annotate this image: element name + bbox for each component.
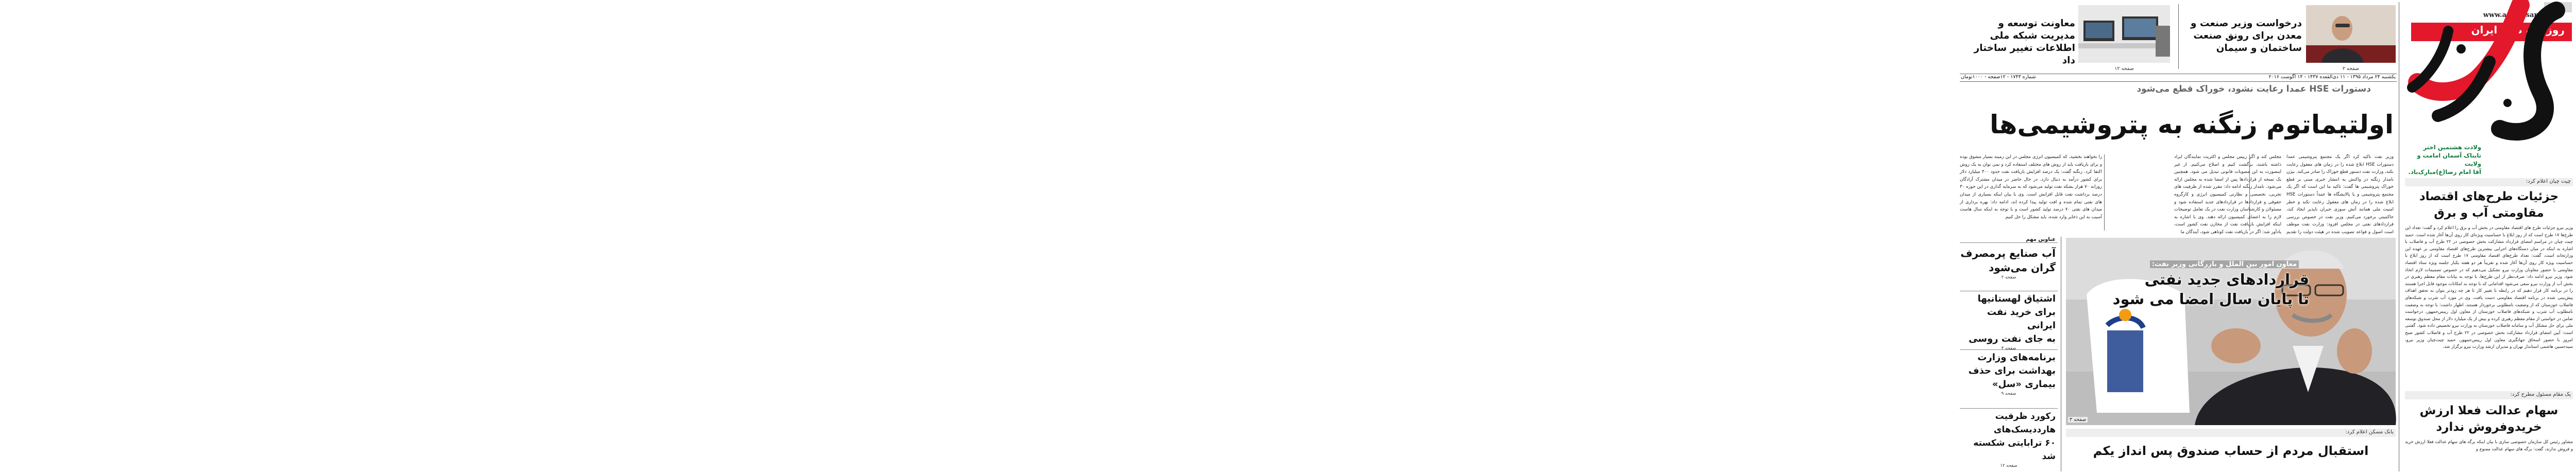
lead-kicker: دستورات HSE عمدا رعایت نشود، خوراک قطع می‌شود [2137, 84, 2371, 94]
teaser-1-title: درخواست وزیر صنعت و معدن برای رونق صنعت ساختمان و سیمان [2190, 18, 2302, 54]
site-url: www.asrerasaneh.ir [2483, 11, 2556, 19]
logo [2402, 0, 2576, 144]
sidebar-item-3[interactable] [1960, 351, 2058, 409]
col-divider-2 [2104, 154, 2105, 231]
teaser-2-photo [2078, 5, 2170, 63]
greeting [2404, 143, 2481, 176]
sidebar-item-2-title-1: اشتیاق لهستانیها [1977, 293, 2056, 304]
sidebar-item-3-title-1: برنامه‌های وزارت [1977, 352, 2056, 363]
teaser-1[interactable] [2180, 3, 2397, 73]
right-story-2[interactable] [2405, 391, 2573, 472]
sidebar-item-2-title-3: به جای نفت روسی [1969, 333, 2056, 344]
greeting-line-2: تابناک آسمان امامت و ولایت [2417, 152, 2481, 167]
sidebar-item-2-page: صفحه ۳ [2001, 346, 2016, 351]
sidebar-item-4-title-2: هارددیسک‌های [1993, 425, 2056, 435]
issue-info: شماره ۱۷۴۳ - ۱۲صفحه - ۱۰۰۰تومان [1961, 74, 2036, 80]
lead-column-1: وزیر نفت تاکید کرد اگر یک مجتمع پتروشیمی عمدا دستورات HSE ابلاغ شده را در زمان های معقول رعایت نکند، وزارت نفت دستور قطع خوراک را صادر می‌کند. بیژن نامدار زنگنه در واکنش به انتشار خبری مبنی بر قطع خوراک پتروشیمی ها گفت: تاکید ما این است که اگر یک مجتمع پتروشیمی و یا پالایشگاه ها عمداً دستورات HSE ابلاغ شده را در زمان های معقول رعایت نکند و خطر امنیت ملی همانند آتش سوزی جبران ناپذیر ایجاد کند، حاکمیتی برخورد می‌کنیم. وزیر نفت در خصوص بررسی قراردادهای نفتی در مجلس افزود: وزارت نفت موظف است اصول و قواعد تصویب شده در هیئت دولت را تقدیم [2286, 154, 2394, 235]
date-strip-bottom [1960, 81, 2397, 82]
sidebar-item-4-page: صفحه ۱۲ [2000, 463, 2018, 468]
right-story-1-headline-1: جزئیات طرح‌های اقتصاد [2419, 190, 2559, 203]
greeting-line-1: ولادت هشتمین اختر [2423, 144, 2481, 151]
sidebar-item-1[interactable] [1960, 246, 2058, 291]
sidebar-item-1-page: صفحه ۲ [2001, 275, 2016, 280]
photo-story-headline-2: تا پایان سال امضا می شود [2112, 290, 2309, 308]
lead-column-2: مجلس کند و اگر رییس مجلس و اکثریت نمایندگان ایراد داشته باشند، برگشت کنیم و اصلاح می‌کنیم. از غیر اینصورت به این مصوبات قانونی تبدیل می شود، همچنین یک نسخه از قراردادها پس از امضا شده به مجلس ارائه می‌شود. نامدار زنگنه ادامه داد: مقرر شده از ظرفیت های تجربی، تخصصی و نظارتی کمیسیون انرژی و کارگروه حقوقی و قراردادها در قراردادهای جدید استفاده شود و مسئولان و کارشناسان وزارت نفت در یک تعامل توضیحات لازم را به اعضای کمیسیون ارائه دهند. وی با اشاره به اینکه افزایش بازیافت نفت از مخازن نفت کشور است، یادآور شد: اگر در بازیافت نفت کوتاهی شود، آیندگان ما [2174, 154, 2281, 235]
sidebar-item-1-title-2: گران می‌شود [1988, 261, 2056, 274]
photo-story[interactable] [2066, 238, 2396, 425]
right-story-2-headline-2: خریدوفروش ندارد [2436, 420, 2542, 434]
logo-graphic [2402, 0, 2576, 144]
right-story-2-body: مشاور رئیس کل سازمان خصوصی سازی با بیان اینکه برگه های سهام عدالت فعلا ارزش خرید و فروش ندارند، گفت: برگه های سهام عدالت ممنوع و [2405, 439, 2573, 451]
photo-story-kicker: معاون امور بین الملل و بازرگانی وزیر نفت: [2150, 260, 2299, 268]
sidebar-item-3-title-2: بهداشت برای حذف [1968, 365, 2056, 376]
sidebar-heading: عناوین مهم [1960, 237, 2058, 243]
sidebar-item-2[interactable] [1960, 292, 2058, 350]
teaser-1-page: صفحه ۲ [2342, 66, 2360, 72]
right-story-1-body: وزیر نیرو جزئیات طرح های اقتصاد مقاومتی در بخش آب و برق را اعلام کرد و گفت: تعداد این طرح‌ها ۱۷ طرح است که از روز ابلاغ با حساسیت ویژه‌ای کار روی آن‌ها آغاز شده است. حمید چیت چیان در مراسم امضای قرارداد مشارکت بخش خصوصی در ۲۲ طرح آب و فاضلاب با اشاره به اینکه در میان دستگاه‌های اجرایی بیشترین طرح‌های اقتصاد مقاومتی بر عهده این وزارتخانه است، گفت: تعداد طرح‌های اقتصاد مقاومتی ۱۷ طرح است که از روز ابلاغ با حساسیت ویژه کار روی آن‌ها آغاز شده و تقریباً هر دو هفته یکبار جلسه ویژه ستاد اقتصاد مقاومتی با حضور معاونان وزارت نیرو تشکیل می‌دهیم که در خصوص تصمیمات لازم اتخاذ شود. وزیر نیرو ادامه داد: صرف‌نظر از این طرح‌ها، با توجه به بیانات مقام معظم رهبری در بخش آب از وزارت نیرو سعی می‌شود اقداماتی که با توجه به امکانات موجود قابل اجرا هستند را در برنامه کار قرار دهیم که در رابطه با تغییر کار تا هر چه زودتر بتوان به تحقق اهداف پیش‌بینی شده در برنامه اقتصاد مقاومتی دست یافت. وی در مورد آب شرب و شبکه‌های فاضلاب خوزستان که از وضعیت نامطلوبی برخوردار هستند، اظهار داشت: با توجه به وضعیت نامطلوب آب شرب و شبکه‌های فاضلاب خوزستان از معاون اول رییس‌جمهور، درخواست ضامن در خواستی از مقام معظم رهبری کرده و بیش از یک میلیارد دلار از محل صندوق توسعه ملی برای حل مشکل آب و سامانه فاضلاب خوزستان به وزارت نیرو تخصیص داده شود. گفتنی است: آیین امضای قرارداد مشارکت بخش خصوصی در ۲۲ طرح آب و فاضلاب کشور صبح امروز با حضور اسحاق جهانگیری معاون اول رییس‌جمهور، حمید چیت‌چیان وزیر نیرو، سیدحسین هاشمی استاندار تهران و مدیران ارشد وزارت نیرو برگزار شد. [2405, 225, 2573, 349]
teaser-divider [2178, 4, 2179, 69]
photo-story-headline-1: قراردادهای جدید نفتی [2144, 271, 2309, 288]
sidebar-item-3-title-3: بیماری «سل» [1992, 379, 2056, 390]
teaser-1-photo [2306, 5, 2396, 63]
bank-kicker: بانک مسکن اعلام کرد: [2345, 429, 2394, 435]
right-story-2-kicker: یک مقام مسئول مطرح کرد: [2510, 392, 2571, 397]
sidebar-item-1-title-1: آب صنایع پرمصرف [1960, 247, 2056, 259]
corner-mark: جلدا [2544, 2, 2572, 12]
bank-headline: استقبال مردم از حساب صندوق پس انداز یکم [2093, 444, 2369, 458]
right-story-1-headline-2: مقاومتی آب و برق [2434, 206, 2544, 220]
sidebar-item-4[interactable] [1960, 410, 2058, 467]
issue-date: یکشنبه ۲۴ مرداد ۱۳۹۵ - ۱۱ ذی‌القعده ۱۴۳۷ - ۱۴ آگوست ۲۰۱۶ [2268, 74, 2396, 80]
sidebar-item-3-page: صفحه ۹ [2001, 391, 2016, 396]
right-story-2-headline-1: سهام عدالت فعلا ارزش [2419, 404, 2558, 417]
right-story-1[interactable] [2405, 178, 2573, 389]
sidebar-item-4-title-1: رکورد ظرفیت [1995, 411, 2056, 422]
sidebar [1960, 237, 2058, 472]
teaser-2-title: معاونت توسعه و مدیریت شبکه ملی اطلاعات تغییر ساختار داد [1974, 18, 2075, 66]
sidebar-item-2-title-2: برای خرید نفت ایرانی [1987, 307, 2056, 331]
masthead [2402, 0, 2576, 176]
greeting-line-3: آقا امام رضا(ع)مبارک‌باد. [2408, 168, 2481, 175]
tagline: روزنامه صبح ایران [2471, 24, 2565, 36]
teaser-2[interactable] [1960, 3, 2176, 73]
lead-headline: اولتیماتوم زنگنه به پتروشیمی‌ها [1989, 110, 2394, 139]
lead-column-3: را نخواهند بخشید، که کمیسیون انرژی مجلس در این زمینه بسیار مشوق بوده و برای بازیافت باید از روش های مختلف استفاده کرد و نمی توان به یک روش اکتفا کرد. زنگنه گفت: یک درصد افزایش بازیافت نفت حدود ۳۰۰ میلیارد دلار برای کشور درآمد به دنبال دارد. در حال حاضر در میدان مشترک آزادگان روزانه ۷۰ هزار بشکه نفت تولید می‌شود که به سرمایه گذاری در این حوزه ۳۰ درصد برداشت نفت قابل افزایش است. وی با بیان اینکه بسیاری از میدان های نفتی تمام شده و افت تولید پیدا کرده اند، ادامه داد: بهره برداری از میدان های نفتی ۷۰ درصد تولید کشور است و با توجه به اینکه سال هاست آسیب به این ذخایر وارد شده، باید مشکل را حل کنیم [1960, 154, 2102, 220]
right-story-1-kicker: چیت چیان اعلام کرد: [2526, 179, 2571, 184]
teaser-2-page: صفحه ۱۲ [2114, 66, 2134, 72]
photo-story-page: صفحه ۳ [2068, 417, 2088, 423]
sidebar-item-4-title-3: ۶۰ ترابایتی شکسته شد [1973, 438, 2056, 462]
